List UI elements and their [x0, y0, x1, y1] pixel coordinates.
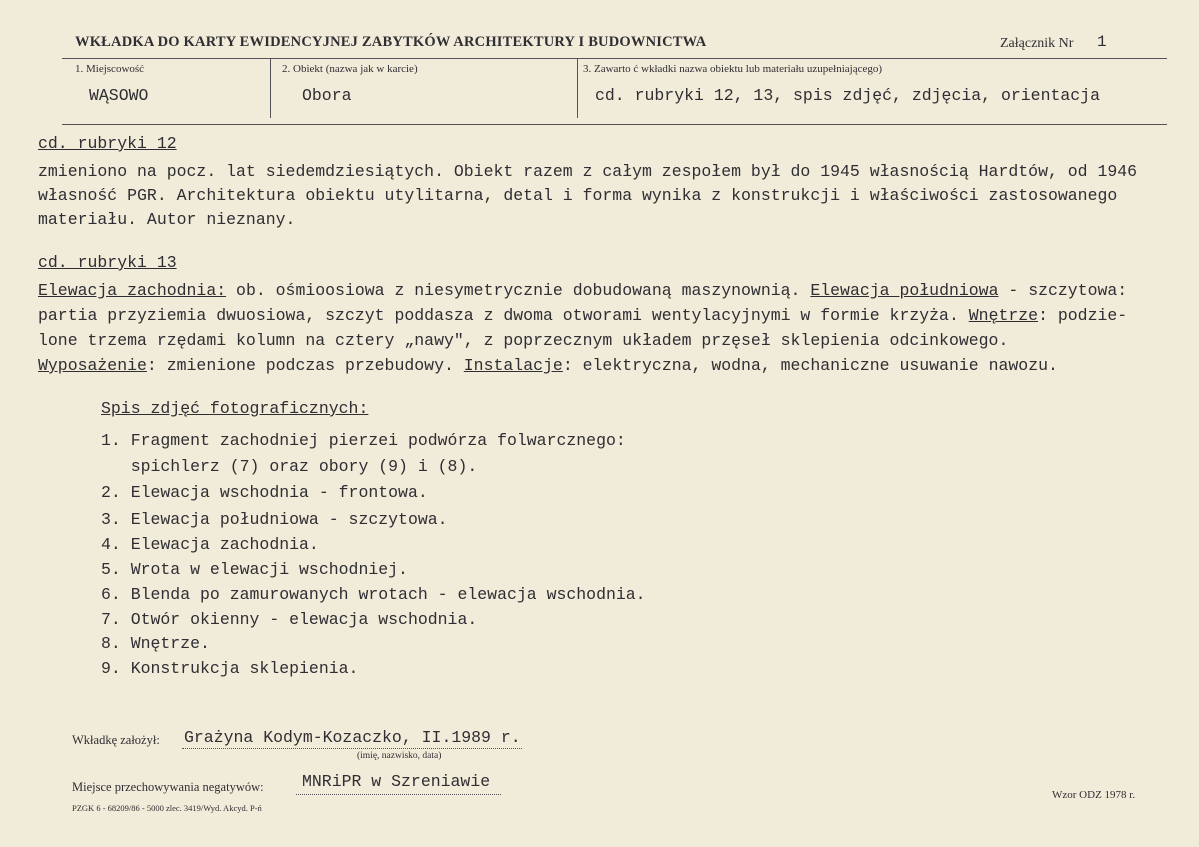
installations-label: Instalacje [463, 356, 563, 375]
section-13-line-4 [38, 354, 1058, 378]
photo-list-item: 8. Wnętrze. [101, 634, 210, 653]
photo-list-item: spichlerz (7) oraz obory (9) i (8). [101, 457, 478, 476]
form-id: Wzor ODZ 1978 r. [1052, 789, 1136, 801]
creator-label: Wkładkę założył: [72, 733, 160, 747]
gable-text: partia przyziemia dwuosiowa, szczyt poddasza z dwoma otworami wentylacyjnymi w formie krzyża. [38, 306, 969, 325]
print-info: PZGK 6 - 68209/86 - 5000 zlec. 3419/Wyd. Akcyd. P-ń [72, 803, 262, 813]
table-top-border [62, 58, 1167, 59]
section-12-line: zmieniono na pocz. lat siedemdziesiątych. Obiekt razem z całym zespołem był do 1945 własnością Hardtów, od 1946 [38, 162, 1138, 181]
photo-list-item: 4. Elewacja zachodnia. [101, 535, 319, 554]
storage-dotted-line [296, 794, 501, 795]
section-12-line: materiału. Autor nieznany. [38, 210, 296, 229]
photo-list-heading: Spis zdjęć fotograficznych: [101, 399, 369, 418]
section-13-line-3: lone trzema rzędami kolumn na cztery „nawy", z poprzecznym układem przęseł sklepienia odcinkowego. [38, 331, 1009, 350]
equipment-text: : zmienione podczas przebudowy. [146, 356, 464, 375]
creator-value: Grażyna Kodym-Kozaczko, II.1989 r. [184, 728, 521, 747]
photo-list-item: 2. Elewacja wschodnia - frontowa. [101, 483, 428, 502]
photo-list-item: 5. Wrota w elewacji wschodniej. [101, 560, 408, 579]
field-value-locality: WĄSOWO [89, 86, 149, 105]
table-divider-2 [577, 58, 578, 118]
photo-list-item: 1. Fragment zachodniej pierzei podwórza folwarcznego: [101, 431, 626, 450]
photo-list-item: 7. Otwór okienny - elewacja wschodnia. [101, 610, 478, 629]
field-label-contents: 3. Zawarto ć wkładki nazwa obiektu lub materiału uzupełniającego) [583, 63, 883, 75]
table-bottom-border [62, 124, 1167, 125]
field-value-object: Obora [302, 86, 352, 105]
south-elevation-text: - szczytowa: [998, 281, 1128, 300]
field-value-contents: cd. rubryki 12, 13, spis zdjęć, zdjęcia, orientacja [595, 86, 1100, 105]
west-elevation-text: ob. ośmioosiowa z niesymetrycznie dobudowaną maszynownią. [226, 281, 811, 300]
field-label-locality: 1. Miejscowość [75, 63, 145, 75]
field-label-object: 2. Obiekt (nazwa jak w karcie) [282, 63, 418, 75]
photo-list-item: 3. Elewacja południowa - szczytowa. [101, 510, 448, 529]
creator-dotted-line [182, 748, 522, 749]
section-12-heading: cd. rubryki 12 [38, 134, 177, 153]
equipment-label: Wyposażenie [38, 356, 147, 375]
installations-text: : elektryczna, wodna, mechaniczne usuwanie nawozu. [562, 356, 1058, 375]
section-13-heading: cd. rubryki 13 [38, 253, 177, 272]
section-13-line-2 [38, 304, 1127, 328]
photo-list-item: 9. Konstrukcja sklepienia. [101, 659, 359, 678]
photo-list-item: 6. Blenda po zamurowanych wrotach - elewacja wschodnia. [101, 585, 646, 604]
storage-value: MNRiPR w Szreniawie [302, 772, 491, 791]
storage-label: Miejsce przechowywania negatywów: [72, 780, 264, 794]
west-elevation-label: Elewacja zachodnia: [38, 281, 227, 300]
form-title: WKŁADKA DO KARTY EWIDENCYJNEJ ZABYTKÓW ARCHITEKTURY I BUDOWNICTWA [75, 34, 707, 50]
interior-text: : podzie- [1038, 306, 1128, 325]
annex-label: Załącznik Nr [1000, 36, 1074, 51]
interior-label: Wnętrze [968, 306, 1039, 325]
section-12-line: własność PGR. Architektura obiektu utylitarna, detal i forma wynika z konstrukcji i właściwości zastosowanego [38, 186, 1118, 205]
table-divider-1 [270, 58, 271, 118]
creator-hint: (imię, nazwisko, data) [357, 751, 442, 761]
section-13-line-1 [38, 279, 1127, 303]
south-elevation-label: Elewacja południowa [810, 281, 999, 300]
annex-number: 1 [1097, 33, 1107, 51]
